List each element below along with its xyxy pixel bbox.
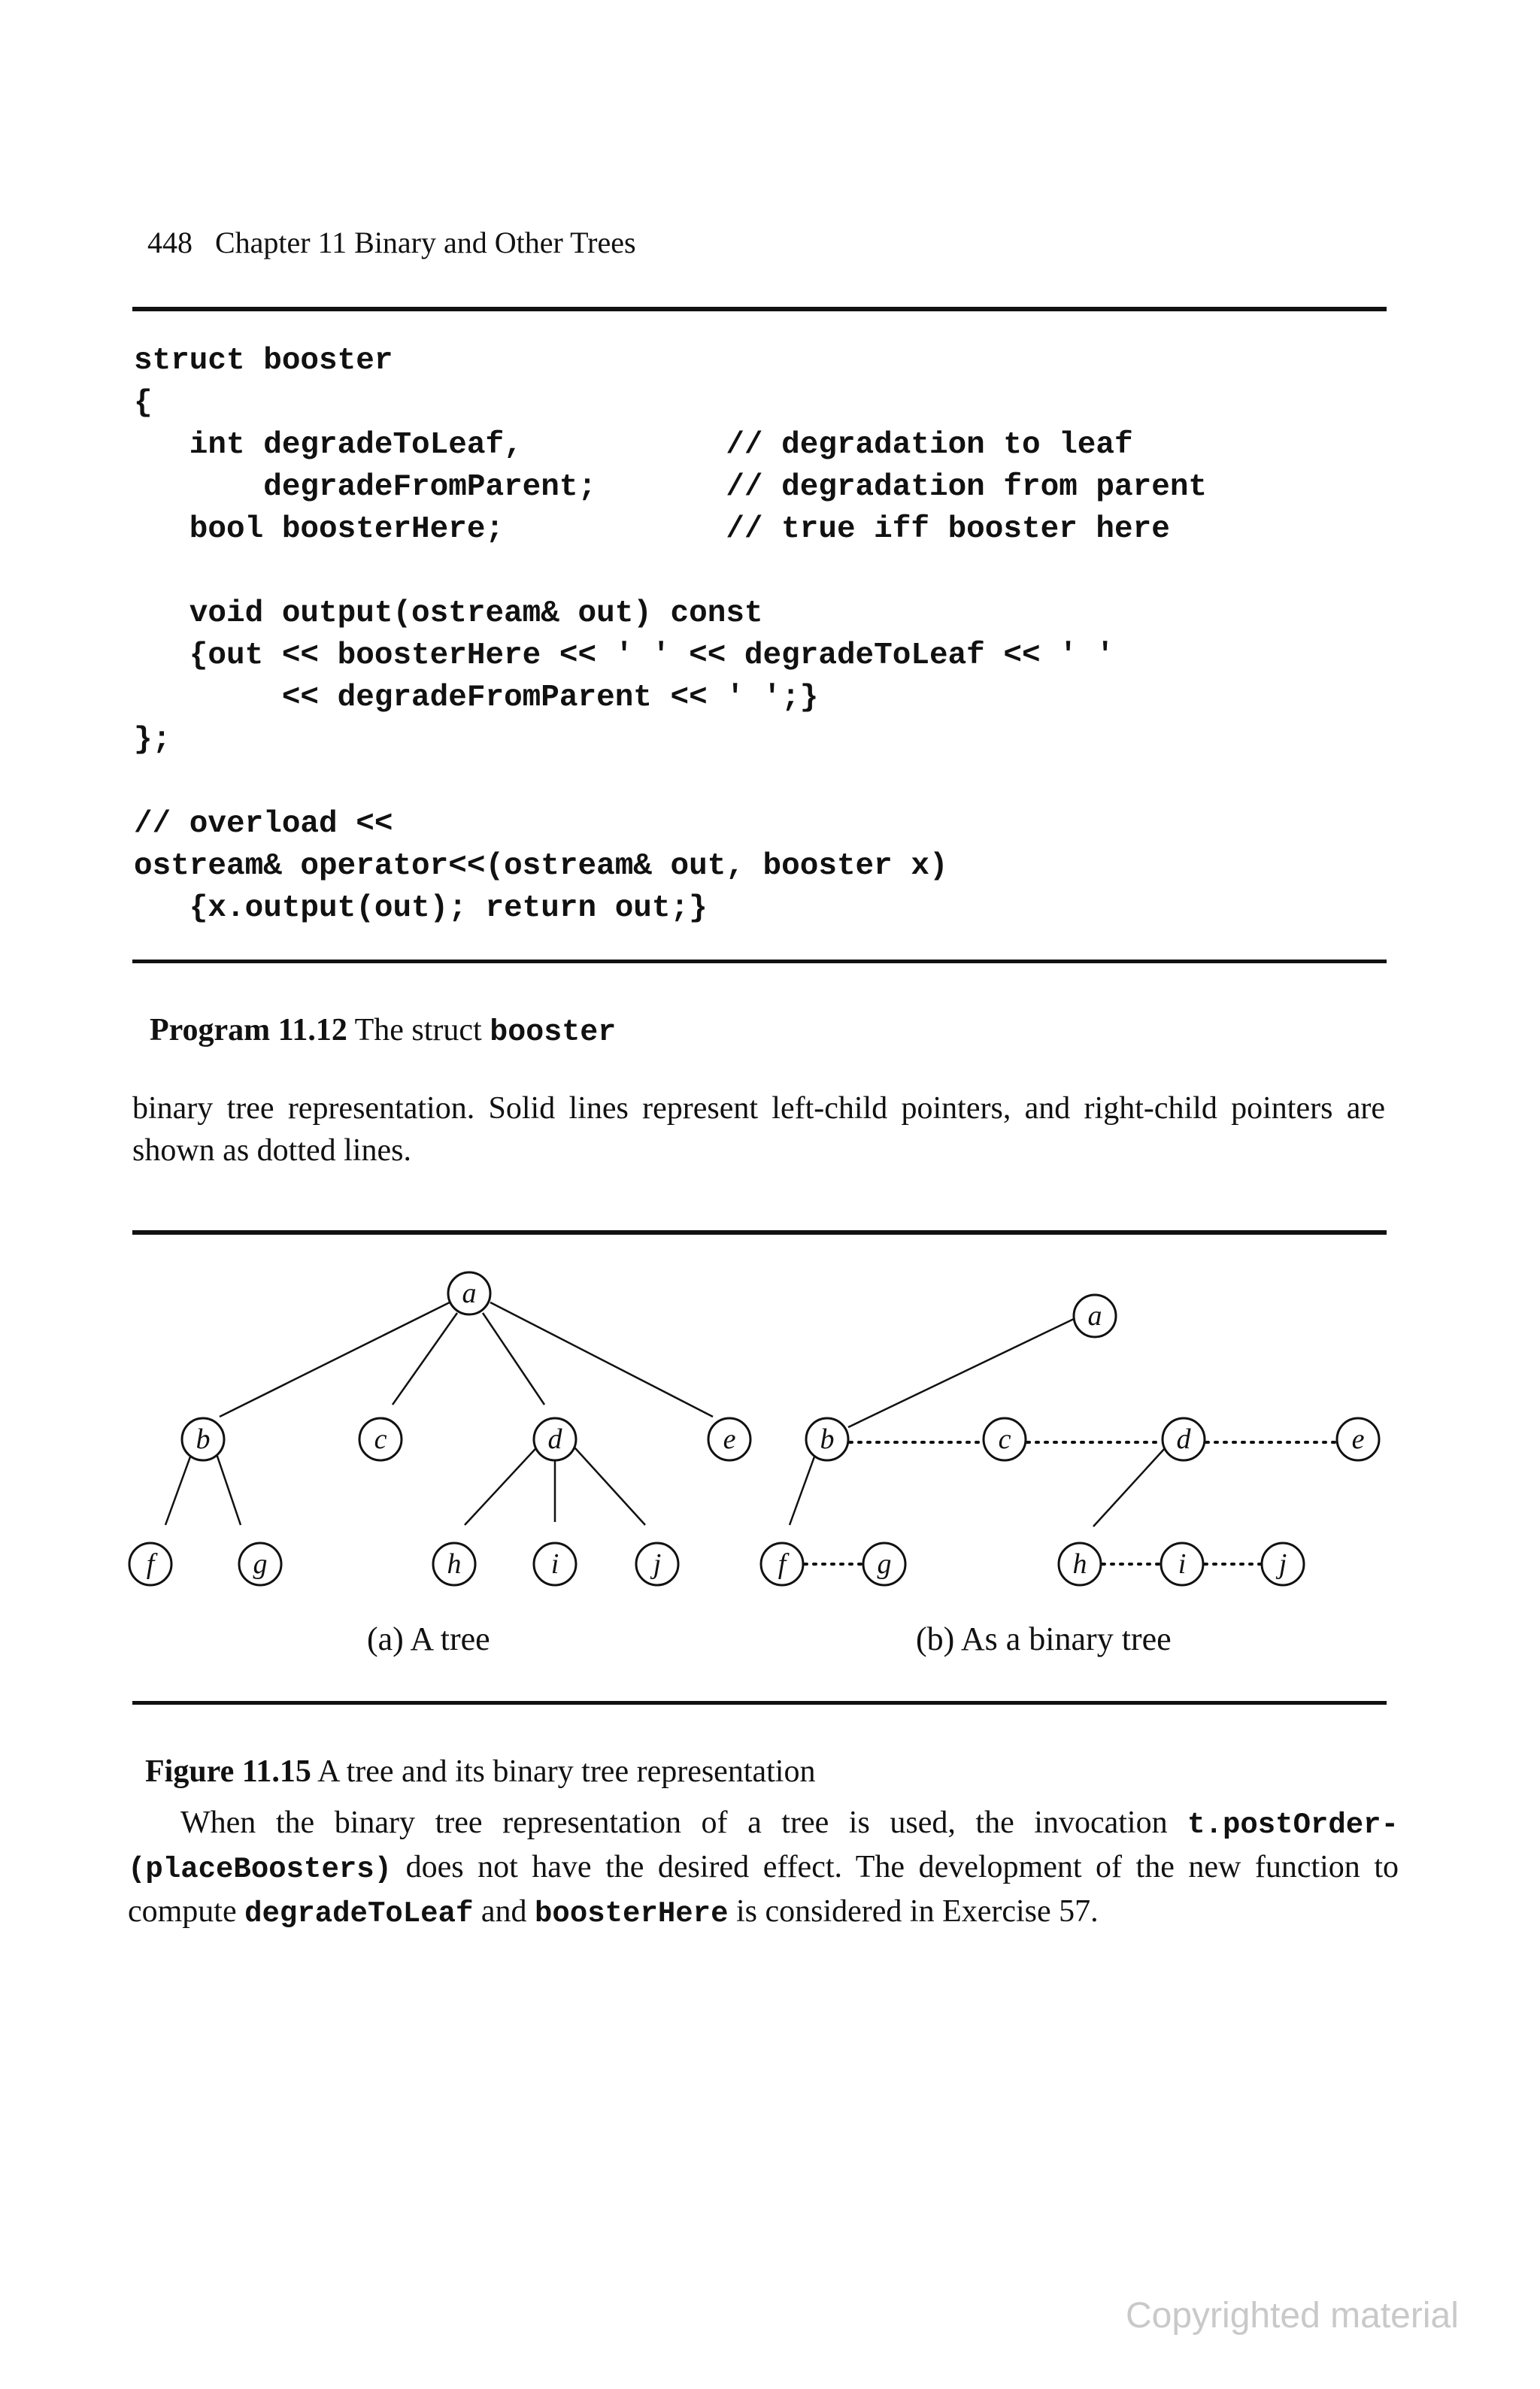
figure-a-label: (a) A tree (367, 1620, 490, 1657)
node-label-b: b (196, 1423, 211, 1455)
code-degradetoleaf: degradeToLeaf (244, 1897, 474, 1930)
edge-d-h (465, 1441, 543, 1525)
node-label-f-binary: f (778, 1548, 787, 1580)
paragraph-2-text-4: is considered in Exercise 57. (728, 1894, 1099, 1929)
paragraph-1: binary tree representation. Solid lines represent left-child pointers, and right-child pointers are shown as dotted lines. (132, 1091, 1385, 1168)
node-label-a: a (462, 1278, 477, 1309)
paragraph-2-text-2: does not have the desired effect. The development of the new function to compute (128, 1850, 1399, 1929)
node-label-j-binary: j (1278, 1548, 1287, 1580)
edge-a-d (483, 1313, 544, 1405)
node-label-e-binary: e (1351, 1423, 1365, 1455)
node-label-j: j (653, 1548, 662, 1580)
chapter-title: Chapter 11 Binary and Other Trees (215, 226, 636, 259)
edge-a-b (220, 1302, 450, 1417)
running-head (132, 189, 636, 260)
figure-trees (0, 1241, 1540, 1669)
tree-a-edges (165, 1302, 1173, 1526)
node-label-e: e (723, 1423, 736, 1455)
watermark: Copyrighted material (1126, 2296, 1459, 2336)
program-caption-text: The struct (347, 1013, 490, 1047)
figure-top-rule (132, 1230, 1387, 1235)
program-top-rule (132, 307, 1387, 311)
paragraph-2-text-3: and (473, 1894, 535, 1929)
edge-a-b-binary (848, 1319, 1074, 1427)
paragraph-2 (128, 1802, 1399, 1935)
program-caption-label: Program 11.12 (150, 1013, 347, 1047)
node-label-a-binary: a (1087, 1300, 1102, 1332)
node-label-c-binary: c (998, 1423, 1011, 1455)
figure-bottom-rule (132, 1701, 1387, 1705)
edge-d-j (568, 1441, 645, 1525)
program-bottom-rule (132, 960, 1387, 963)
figure-caption-label: Figure 11.15 (145, 1754, 311, 1789)
program-caption-code: booster (490, 1016, 617, 1050)
program-code: struct booster { int degradeToLeaf, // degradation to leaf degradeFromParent; // degradation from parent bool boosterHere; // true iff booster here void output(ostream& out) const {out << boosterHere << ' ' << degradeToLeaf << ' ' << degradeFromParent << ' ';} }; // overload << ostream& operator<<(ostream& out, booster x) {x.output(out); return out;} (134, 344, 1208, 926)
node-label-h: h (447, 1548, 462, 1580)
code-boosterhere: boosterHere (535, 1897, 729, 1930)
tree-node-labels (147, 1278, 1365, 1580)
figure-caption (129, 1717, 815, 1790)
program-caption (134, 976, 616, 1050)
tree-node-circles (129, 1272, 1379, 1585)
node-label-g: g (253, 1548, 268, 1580)
code-postorder: t.postOrder-(placeBoosters) (128, 1808, 1399, 1886)
node-label-h-binary: h (1072, 1548, 1087, 1580)
figure-b-label: (b) As a binary tree (916, 1620, 1172, 1657)
page-number: 448 (147, 226, 192, 259)
edge-d-h-binary (1093, 1439, 1173, 1526)
edge-a-e (490, 1302, 713, 1417)
node-label-b-binary: b (820, 1423, 835, 1455)
node-label-c: c (374, 1423, 387, 1455)
node-label-i-binary: i (1178, 1548, 1187, 1580)
node-label-d-binary: d (1176, 1423, 1191, 1455)
node-label-f: f (146, 1548, 155, 1580)
node-label-i: i (550, 1548, 559, 1580)
paragraph-2-text-1: When the binary tree representation of a tree is used, the invocation (180, 1805, 1188, 1840)
figure-caption-text: A tree and its binary tree representation (311, 1754, 816, 1789)
node-label-g-binary: g (877, 1548, 892, 1580)
node-label-d: d (547, 1423, 562, 1455)
